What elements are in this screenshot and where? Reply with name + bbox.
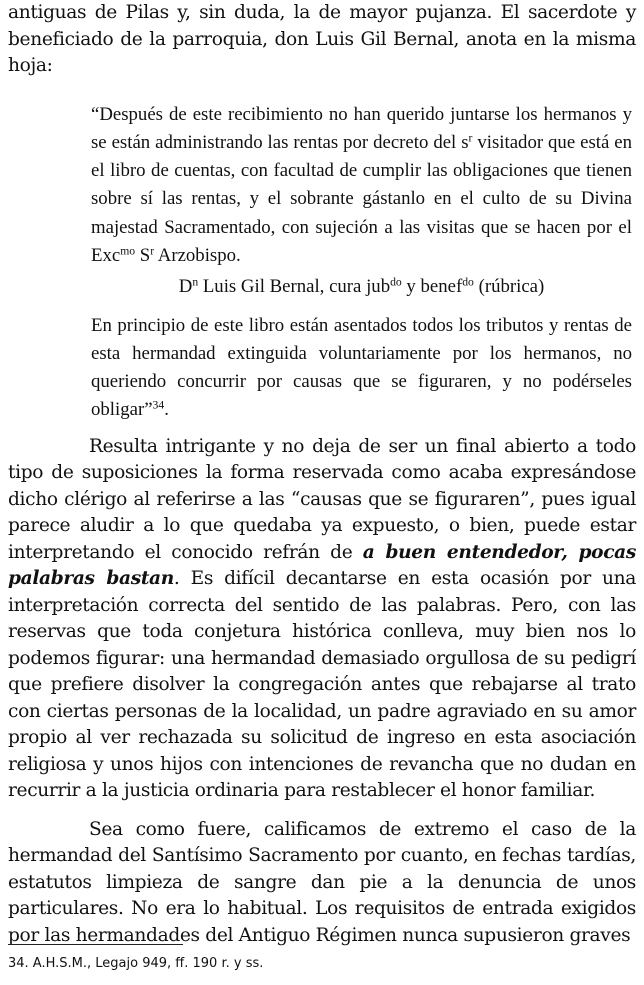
footnote: 34. A.H.S.M., Legajo 949, ff. 190 r. y ss. (8, 956, 264, 971)
quote-paragraph-2: En principio de este libro están asentados todos los tributos y rentas de esta hermandad extinguida voluntariamente por los hermanos, no queriendo concurrir por causas que se figuraren, y no podérseles obligar”$^{34}$. (91, 314, 632, 421)
body-paragraph-2: Resulta intrigante y no deja de ser un final abierto a todo tipo de suposiciones la forma reservada como acaba expresándose dicho clérigo al referirse a las “causas que se figuraren”, pues igual parece aludir a lo que quedaba ya expuesto, o bien, puede estar interpretando el conocido refrán de a buen entendedor, pocas palabras bastan. Es difícil decantarse en esta ocasión por una interpretación correcta del sentido de las palabras. Pero, con las reservas que toda conjetura histórica conlleva, muy bien nos lo podemos figurar: una hermandad demasiado orgullosa de su pedigrí que prefiere disolver la congregación antes que rebajarse al trato con ciertas personas de la localidad, un padre agraviado en su amor propio al ver rechazada su solicitud de ingreso en esta asociación religiosa y unos hijos con intenciones de revancha que no dudan en recurrir a la justicia ordinaria para restablecer el honor familiar. (8, 435, 636, 802)
body-paragraph-3: Sea como fuere, calificamos de extremo el caso de la hermandad del Santísimo Sacramento por cuanto, en fechas tardías, estatutos limpieza de sangre dan pie a la denuncia de unos particulares. No era lo habitual. Los requisitos de entrada exigidos por las hermandades del Antiguo Régimen nunca supusieron graves (8, 818, 636, 946)
quote-signature: $D^n$ Luis Gil Bernal, cura jub$^{do}$ y benef$^{do}$ (rúbrica) (178, 275, 545, 298)
block-quote (91, 101, 632, 425)
italic-proverb: a buen entendedor, pocas palabras bastan (8, 541, 636, 590)
footnote-separator (8, 944, 183, 945)
intro-paragraph (8, 0, 636, 80)
quote-paragraph-1: “Después de este recibimiento no han querido juntarse los hermanos y se están administrando las rentas por decreto del $s^r$ visitador que está en el libro de cuentas, con facultad de cumplir las obligaciones que tienen sobre sí las rentas, y el sobrante gástanlo en el culto de su Divina majestad Sacramentado, con sujeción a las visitas que se hacen por el Exc$^{mo}$ $S^r$ Arzobispo. (91, 103, 632, 266)
intro-text: antiguas de Pilas y, sin duda, la de mayor pujanza. El sacerdote y beneficiado de la parroquia, don Luis Gil Bernal, anota en la misma hoja: (8, 2, 636, 76)
footnote-reference: 34 (152, 399, 165, 413)
document-page (8, 0, 636, 971)
